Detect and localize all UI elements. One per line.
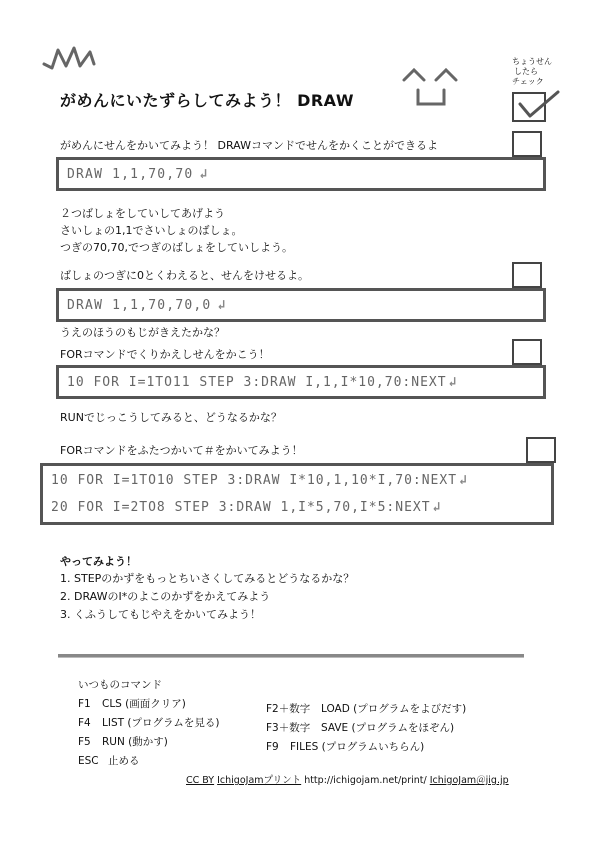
section3-text: ばしょのつぎに0とくわえると、せんをけせるよ。 (60, 269, 309, 282)
smiley-face-doodle-icon (398, 64, 468, 110)
site-link[interactable]: IchigoJam＠jig.jp (429, 775, 509, 786)
section4-code-box (56, 365, 546, 399)
section5-text: FORコマンドをふたつかいて＃をかいてみよう！ (60, 444, 303, 457)
section4-checkbox[interactable] (512, 339, 542, 365)
enter-key-icon: ↲ (448, 375, 458, 390)
section3-after-text: うえのほうのもじがきえたかな？ (60, 326, 225, 339)
code-line: 20 FOR I=2TO8 STEP 3:DRAW 1,I*5,70,I*5:NEXT (51, 500, 431, 515)
section1-code-box (56, 157, 546, 191)
section3-code-box (56, 288, 546, 322)
section5-checkbox[interactable] (526, 437, 556, 463)
section1-text: がめんにせんをかいてみよう！ DRAWコマンドでせんをかくことができるよ (60, 139, 438, 152)
commands-right (266, 700, 466, 757)
command-row: F4 LIST (プログラムを見る) (78, 717, 220, 729)
checkmark-icon (516, 88, 564, 122)
crown-doodle-icon (40, 44, 100, 74)
command-row: ESC 止める (78, 755, 140, 767)
code-line: DRAW 1,1,70,70 (67, 167, 194, 182)
section4-after-text: RUNでじっこうしてみると、どうなるかな？ (60, 411, 282, 424)
command-row: F3＋数字 SAVE (プログラムをほぞん) (266, 722, 455, 734)
list-item: 1. STEPのかずをもっとちいさくしてみるとどうなるかな？ (60, 572, 355, 585)
license-link[interactable]: CC BY (186, 775, 215, 786)
divider (58, 654, 524, 658)
enter-key-icon: ↲ (459, 473, 468, 488)
section4-text: FORコマンドでくりかえしせんをかこう！ (60, 348, 270, 361)
commands-heading: いつものコマンド (78, 679, 162, 691)
brand-link[interactable]: IchigoJamプリント (217, 775, 302, 786)
list-item: 2. DRAWのI*のよこのかずをかえてみよう (60, 590, 271, 603)
code-line: 10 FOR I=1TO11 STEP 3:DRAW I,1,I*10,70:NEXT (67, 375, 447, 390)
command-row: F1 CLS (画面クリア) (78, 698, 186, 710)
section5-code-box (40, 463, 554, 525)
url-text: http://ichigojam.net/print/ (304, 775, 427, 786)
enter-key-icon: ↲ (217, 298, 227, 313)
code-line: DRAW 1,1,70,70,0 (67, 298, 212, 313)
challenge-list (60, 570, 354, 624)
list-item: 3. くふうしてもじやえをかいてみよう！ (60, 608, 261, 621)
commands-left (78, 695, 219, 771)
check-label: ちょうせん したら チェック (512, 57, 552, 86)
challenge-heading: やってみよう！ (60, 555, 137, 568)
code-line: 10 FOR I=1TO10 STEP 3:DRAW I*10,1,10*I,70:NEXT (51, 473, 458, 488)
section2-text: ２つばしょをしていしてあげよう さいしょの1,1でさいしょのばしょ。 つぎの70,70,でつぎのばしょをしていしよう。 (60, 207, 293, 254)
page-title: がめんにいたずらしてみよう！ DRAW (60, 91, 354, 110)
enter-key-icon: ↲ (432, 500, 442, 515)
section1-checkbox[interactable] (512, 131, 542, 157)
enter-key-icon: ↲ (199, 167, 209, 182)
footer (186, 772, 509, 786)
section3-checkbox[interactable] (512, 262, 542, 288)
command-row: F2＋数字 LOAD (プログラムをよびだす) (266, 703, 467, 715)
command-row: F9 FILES (プログラムいちらん) (266, 741, 425, 753)
command-row: F5 RUN (動かす) (78, 736, 168, 748)
